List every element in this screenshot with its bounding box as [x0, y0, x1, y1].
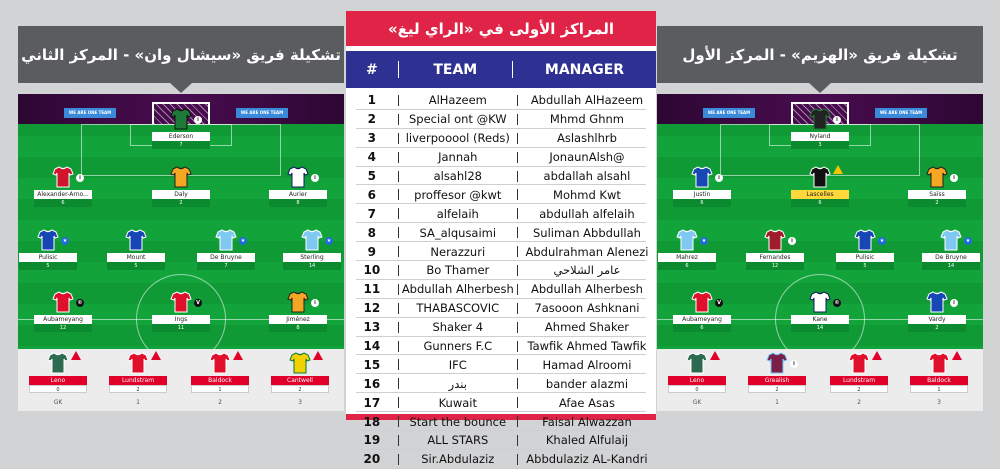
right-team-banner [657, 26, 983, 83]
player-name: Fernandes [746, 253, 804, 262]
row-rank: 19 [363, 433, 381, 448]
bench-position-label: GK [692, 399, 702, 406]
shirt-icon [126, 229, 146, 251]
row-rank: 7 [367, 206, 377, 221]
player-name: Ederson [152, 132, 210, 141]
shirt-icon [53, 166, 73, 188]
row-team: بندر [448, 376, 467, 391]
star-icon: ★ [965, 238, 971, 244]
row-team: IFC [448, 357, 467, 372]
player-name: Ings [152, 315, 210, 324]
bench-position-label: 3 [937, 399, 941, 406]
player-name: Sterling [283, 253, 341, 262]
player-points: 2 [830, 385, 888, 393]
shirt-icon [53, 291, 73, 313]
warning-icon [833, 165, 843, 174]
left-team-pitch [18, 94, 344, 411]
warning-icon [872, 351, 882, 360]
star-icon: ★ [240, 238, 246, 244]
player-card[interactable] [190, 352, 250, 400]
table-row [346, 204, 656, 223]
player-points: 0 [29, 385, 87, 393]
player-card[interactable] [907, 291, 967, 339]
table-row [346, 223, 656, 242]
player-points: 2 [748, 385, 806, 393]
row-manager: abdullah alfelaih [539, 206, 635, 221]
table-row [346, 355, 656, 374]
row-rank: 15 [363, 357, 381, 372]
player-points: 2 [908, 324, 966, 332]
table-title: المراكز الأولى في «الراي ليغ» [346, 11, 656, 46]
bench-position-label: 2 [857, 399, 861, 406]
row-manager: Abdullah Alherbesh [530, 282, 643, 297]
table-row [346, 299, 656, 318]
player-card[interactable] [909, 352, 969, 400]
player-card[interactable] [657, 229, 717, 277]
shirt-icon [677, 229, 697, 251]
row-rank: 18 [363, 414, 381, 429]
player-points: 14 [922, 262, 980, 270]
player-card[interactable] [667, 352, 727, 400]
player-card[interactable] [747, 352, 807, 400]
player-points: 2 [271, 385, 329, 393]
row-manager: عامر الشلاحي [553, 263, 621, 278]
player-name: Vardy [908, 315, 966, 324]
standings-table [346, 11, 656, 467]
player-name: Mount [107, 253, 165, 262]
row-manager: bander alazmi [545, 376, 629, 391]
player-card[interactable] [907, 166, 967, 214]
player-points: 12 [34, 324, 92, 332]
info-icon: i [194, 116, 202, 124]
row-team: Kuwait [438, 395, 477, 410]
row-rank: 4 [367, 150, 377, 165]
shirt-icon [941, 229, 961, 251]
shirt-icon [171, 166, 191, 188]
player-card[interactable] [829, 352, 889, 400]
table-row [346, 110, 656, 129]
row-rank: 20 [363, 452, 381, 467]
bench-position-label: 1 [775, 399, 779, 406]
player-name: Baldock [191, 376, 249, 385]
table-row [346, 280, 656, 299]
warning-icon [151, 351, 161, 360]
row-rank: 8 [367, 225, 377, 240]
row-manager: Tawfik Ahmed Tawfik [527, 339, 647, 354]
player-name: Jiménez [269, 315, 327, 324]
player-name: Saïss [908, 190, 966, 199]
player-points: 0 [668, 385, 726, 393]
shirt-icon [171, 291, 191, 313]
shirt-icon [927, 291, 947, 313]
star-icon: ★ [326, 238, 332, 244]
player-name: Aubameyang [673, 315, 731, 324]
row-team: Nerazzuri [430, 244, 486, 259]
info-icon: i [950, 299, 958, 307]
table-row [346, 393, 656, 412]
table-row [346, 412, 656, 431]
player-points: 2 [908, 199, 966, 207]
right-banner-text: تشكيلة فريق «الهزيم» - المركز الأول [682, 45, 958, 64]
player-name: Kane [791, 315, 849, 324]
warning-icon [313, 351, 323, 360]
shirt-icon [855, 229, 875, 251]
row-team: Abdullah Alherbesh [401, 282, 514, 297]
player-card[interactable] [106, 229, 166, 277]
substitutes-bench [657, 349, 983, 411]
player-points: 3 [791, 141, 849, 149]
player-name: De Bruyne [197, 253, 255, 262]
player-name: Grealish [748, 376, 806, 385]
player-points: 7 [197, 262, 255, 270]
row-manager: Aslashlhrb [557, 131, 617, 146]
row-manager: Faisal Alwazzan [542, 414, 632, 429]
row-manager: Ahmed Shaker [544, 320, 629, 335]
left-banner-text: تشكيلة فريق «سيشال وان» - المركز الثاني [21, 45, 341, 64]
shirt-icon [210, 352, 230, 374]
player-name: Aurier [269, 190, 327, 199]
star-icon: ★ [701, 238, 707, 244]
info-icon: i [715, 174, 723, 182]
shirt-icon [216, 229, 236, 251]
header-team: TEAM [433, 61, 478, 78]
player-points: 5 [19, 262, 77, 270]
info-icon: i [76, 174, 84, 182]
vice-captain-icon: V [194, 299, 202, 307]
table-row [346, 242, 656, 261]
row-team: Jannah [438, 150, 478, 165]
shirt-icon [38, 229, 58, 251]
player-card[interactable] [672, 166, 732, 214]
ad-board: WE ARE ONE TEAM [875, 108, 927, 118]
player-card[interactable] [790, 166, 850, 214]
table-header [346, 51, 656, 88]
player-card[interactable] [28, 352, 88, 400]
player-points: 6 [658, 262, 716, 270]
shirt-icon [687, 352, 707, 374]
row-rank: 16 [363, 376, 381, 391]
table-row [346, 148, 656, 167]
row-manager: Abbdulaziz AL-Kandri [526, 452, 648, 467]
shirt-icon [288, 291, 308, 313]
row-manager: Mhmd Ghnm [549, 112, 624, 127]
table-row [346, 374, 656, 393]
row-manager: Khaled Alfulaij [545, 433, 629, 448]
shirt-icon [171, 108, 191, 130]
row-rank: 6 [367, 187, 377, 202]
right-team-pitch [657, 94, 983, 411]
player-points: 2 [109, 385, 167, 393]
row-manager: 7asooon Ashknani [534, 301, 640, 316]
player-points: 5 [107, 262, 165, 270]
bench-position-label: GK [53, 399, 63, 406]
player-card[interactable] [33, 166, 93, 214]
player-name: Cantwell [271, 376, 329, 385]
player-card[interactable] [268, 291, 328, 339]
player-card[interactable] [196, 229, 256, 277]
row-team: THABASCOVIC [416, 301, 500, 316]
player-name: Pulisic [836, 253, 894, 262]
ad-board: WE ARE ONE TEAM [703, 108, 755, 118]
table-row [346, 431, 656, 450]
shirt-icon [849, 352, 869, 374]
player-points: 6 [673, 324, 731, 332]
player-points: 2 [152, 199, 210, 207]
shirt-icon [692, 166, 712, 188]
info-icon: i [790, 360, 798, 368]
row-team: alfelaih [436, 206, 479, 221]
shirt-icon [810, 291, 830, 313]
captain-icon: © [77, 300, 83, 306]
row-rank: 13 [363, 320, 381, 335]
table-row [346, 337, 656, 356]
row-team: Bo Thamer [426, 263, 490, 278]
player-card[interactable] [151, 291, 211, 339]
warning-icon [710, 351, 720, 360]
info-icon: i [311, 174, 319, 182]
substitutes-bench [18, 349, 344, 411]
player-card[interactable] [270, 352, 330, 400]
row-team: liverpooool (Reds) [405, 131, 510, 146]
row-rank: 10 [363, 263, 381, 278]
ad-board: WE ARE ONE TEAM [64, 108, 116, 118]
info-icon: i [833, 116, 841, 124]
star-icon: ★ [62, 238, 68, 244]
shirt-icon [765, 229, 785, 251]
player-points: 7 [152, 141, 210, 149]
shirt-icon [290, 352, 310, 374]
row-rank: 11 [363, 282, 381, 297]
shirt-icon [810, 108, 830, 130]
player-points: 1 [910, 385, 968, 393]
player-card[interactable] [790, 291, 850, 339]
star-icon: ★ [879, 238, 885, 244]
player-card[interactable] [672, 291, 732, 339]
row-team: SA_alqusaimi [419, 225, 497, 240]
table-row [346, 450, 656, 469]
shirt-icon [302, 229, 322, 251]
left-team-banner [18, 26, 344, 83]
player-points: 1 [191, 385, 249, 393]
row-rank: 9 [367, 244, 377, 259]
player-card[interactable] [151, 166, 211, 214]
player-points: 8 [269, 324, 327, 332]
row-manager: Abdulrahman Alenezi [525, 244, 649, 259]
player-name: Alexander-Arno... [34, 190, 92, 199]
row-rank: 1 [367, 93, 377, 108]
info-icon: i [311, 299, 319, 307]
table-row [346, 167, 656, 186]
row-team: proffesor @kwt [414, 187, 502, 202]
row-rank: 17 [363, 395, 381, 410]
row-team: alsahl28 [433, 169, 482, 183]
row-manager: Suliman Abbdullah [532, 225, 641, 240]
row-manager: Abdullah AlHazeem [530, 93, 644, 108]
row-team: Gunners F.C [423, 339, 493, 354]
player-points: 14 [791, 324, 849, 332]
warning-icon [233, 351, 243, 360]
shirt-icon [128, 352, 148, 374]
player-name: Lundstram [830, 376, 888, 385]
player-points: 14 [283, 262, 341, 270]
player-card[interactable] [268, 166, 328, 214]
player-points: 6 [673, 199, 731, 207]
table-row [346, 91, 656, 110]
player-name: Nyland [791, 132, 849, 141]
player-points: 8 [269, 199, 327, 207]
player-name: Baldock [910, 376, 968, 385]
captain-icon: © [834, 300, 840, 306]
player-name: Justin [673, 190, 731, 199]
player-points: 12 [746, 262, 804, 270]
shirt-icon [929, 352, 949, 374]
table-row [346, 261, 656, 280]
warning-icon [952, 351, 962, 360]
bench-position-label: 3 [298, 399, 302, 406]
table-row [346, 129, 656, 148]
player-card[interactable] [835, 229, 895, 277]
header-manager: MANAGER [544, 61, 625, 78]
player-card[interactable] [921, 229, 981, 277]
player-card[interactable] [282, 229, 342, 277]
row-rank: 14 [363, 339, 381, 354]
shirt-icon [927, 166, 947, 188]
warning-icon [71, 351, 81, 360]
player-name: Leno [668, 376, 726, 385]
shirt-icon [48, 352, 68, 374]
player-name: Leno [29, 376, 87, 385]
ad-board: WE ARE ONE TEAM [236, 108, 288, 118]
header-num: # [365, 61, 378, 78]
player-card[interactable] [108, 352, 168, 400]
row-manager: Mohmd Kwt [553, 187, 621, 202]
row-rank: 5 [367, 169, 377, 183]
player-points: 6 [791, 199, 849, 207]
player-name: Daly [152, 190, 210, 199]
player-card[interactable] [790, 108, 850, 156]
row-team: Special ont @KW [408, 112, 507, 127]
row-team: Start the bounce [409, 414, 507, 429]
bench-position-label: 1 [136, 399, 140, 406]
row-manager: Afae Asas [558, 395, 616, 410]
player-name: Pulisic [19, 253, 77, 262]
row-team: AlHazeem [428, 93, 487, 108]
table-row [346, 318, 656, 337]
row-rank: 12 [363, 301, 381, 316]
row-rank: 3 [367, 131, 377, 146]
row-rank: 2 [367, 112, 377, 127]
table-rows [346, 91, 656, 469]
row-team: ALL STARS [427, 433, 489, 448]
player-card[interactable] [33, 291, 93, 339]
shirt-icon [810, 166, 830, 188]
player-points: 6 [34, 199, 92, 207]
player-name: Mahrez [658, 253, 716, 262]
shirt-icon [767, 352, 787, 374]
info-icon: i [950, 174, 958, 182]
table-row [346, 185, 656, 204]
player-name: Lundstram [109, 376, 167, 385]
row-manager: abdallah alsahl [543, 169, 631, 183]
vice-captain-icon: V [715, 299, 723, 307]
player-name: Lascelles [791, 190, 849, 199]
player-card[interactable] [18, 229, 78, 277]
bench-position-label: 2 [218, 399, 222, 406]
player-card[interactable] [745, 229, 805, 277]
info-icon: i [788, 237, 796, 245]
row-team: Sir.Abdulaziz [421, 452, 495, 467]
row-team: Shaker 4 [432, 320, 484, 335]
player-name: De Bruyne [922, 253, 980, 262]
row-manager: JonaunAlsh@ [549, 150, 625, 165]
shirt-icon [288, 166, 308, 188]
player-points: 5 [836, 262, 894, 270]
player-card[interactable] [151, 108, 211, 156]
player-name: Aubameyang [34, 315, 92, 324]
shirt-icon [692, 291, 712, 313]
row-manager: Hamad Alroomi [542, 357, 632, 372]
player-points: 11 [152, 324, 210, 332]
